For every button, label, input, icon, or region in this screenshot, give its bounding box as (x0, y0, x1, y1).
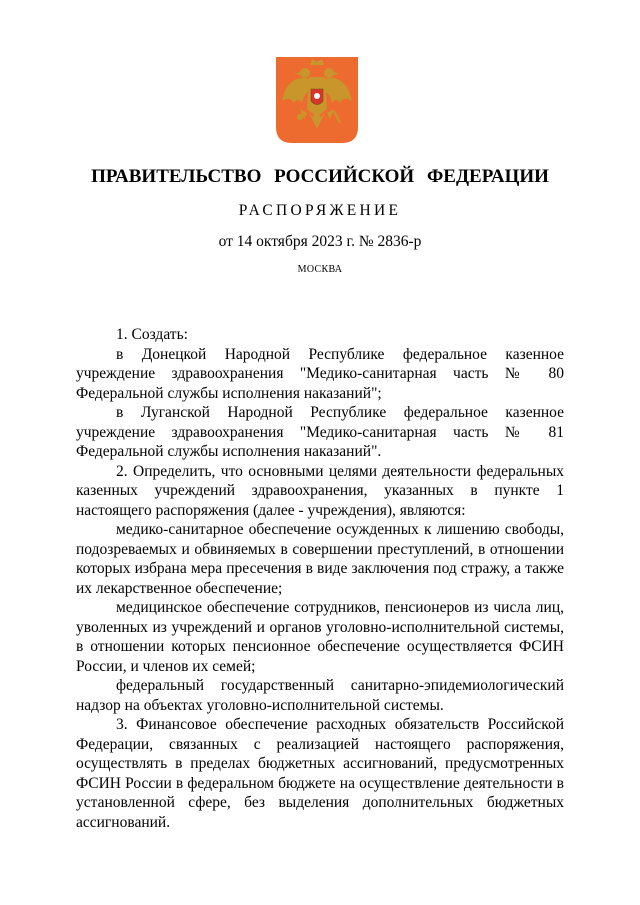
paragraph-item-2: 2. Определить, что основными целями деятельности федеральных казенных учреждений здравоохранения, указанных в пункте 1 настоящего распоряжения (далее - учреждения), являются: (76, 462, 564, 519)
paragraph-item-1: 1. Создать: (116, 326, 188, 343)
document-date-number: от 14 октября 2023 г. № 2836-р (218, 233, 422, 250)
paragraph: в Донецкой Народной Республике федеральное казенное учреждение здравоохранения "Медико-санитарная часть № 80 Федеральной службы исполнения наказаний"; (76, 345, 564, 402)
double-headed-eagle-icon (276, 57, 358, 143)
paragraph: медико-санитарное обеспечение осужденных к лишению свободы, подозреваемых и обвиняемых в совершении преступлений, в отношении которых избрана мера пресечения в виде заключения под стражу, а также их лекарственное обеспечение; (76, 521, 564, 597)
document-body (76, 325, 564, 832)
paragraph-item-3: 3. Финансовое обеспечение расходных обязательств Российской Федерации, связанных с реализацией настоящего распоряжения, осуществлять в пределах бюджетных ассигнований, предусмотренных ФСИН России в федеральном бюджете на осуществление деятельности в установленной сфере, без выделения дополнительных бюджетных ассигнований. (76, 716, 564, 831)
paragraph: федеральный государственный санитарно-эпидемиологический надзор на объектах уголовно-исполнительной системы. (76, 677, 564, 714)
government-title: ПРАВИТЕЛЬСТВО РОССИЙСКОЙ ФЕДЕРАЦИИ (91, 166, 549, 187)
city-label: МОСКВА (297, 264, 343, 275)
document-type: РАСПОРЯЖЕНИЕ (238, 202, 402, 219)
paragraph: медицинское обеспечение сотрудников, пенсионеров из числа лиц, уволенных из учреждений и органов уголовно-исполнительной системы, в отношении которых пенсионное обеспечение осуществляется ФСИН России, и членов их семей; (76, 599, 564, 675)
paragraph: в Луганской Народной Республике федеральное казенное учреждение здравоохранения "Медико-санитарная часть № 81 Федеральной службы исполнения наказаний". (76, 404, 564, 460)
coat-of-arms-emblem (276, 57, 358, 143)
